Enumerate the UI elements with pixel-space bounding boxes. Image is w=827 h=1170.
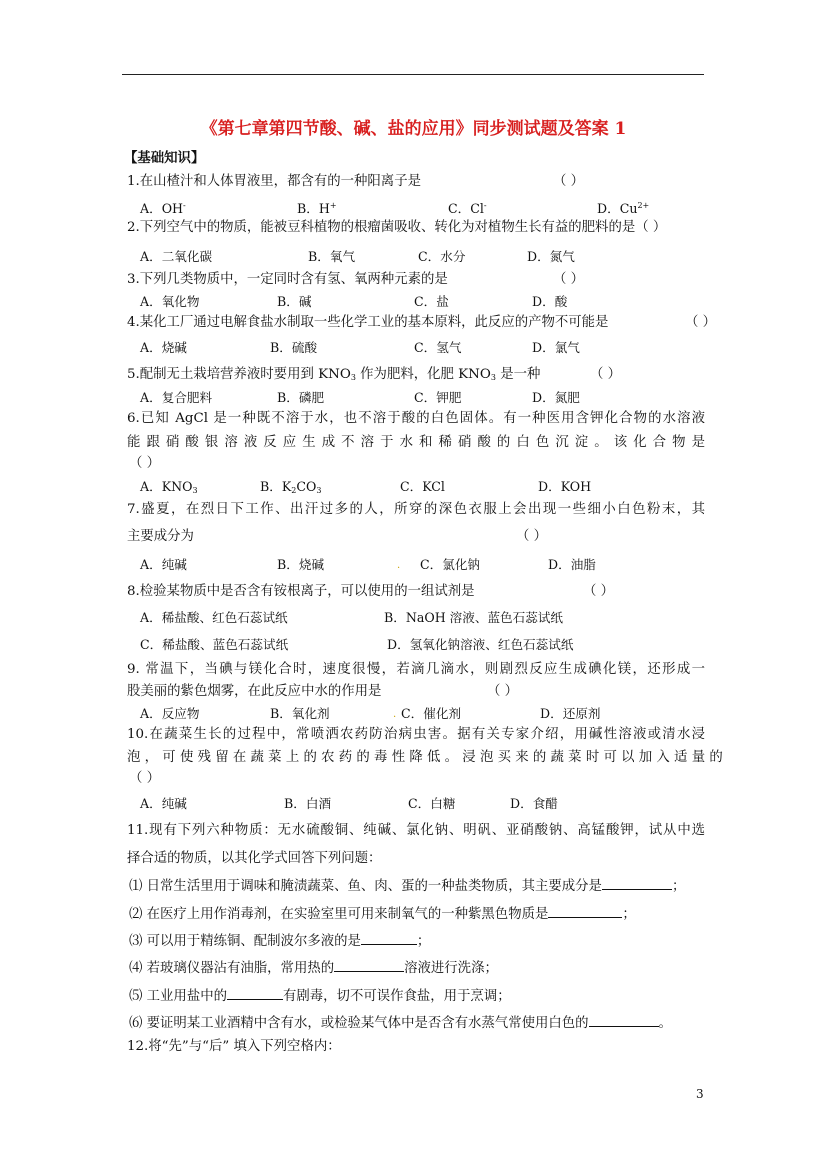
stray-mark: . bbox=[397, 560, 401, 571]
question-4-stem: 4.某化工厂通过电解食盐水制取一些化学工业的基本原料，此反应的产物不可能是 bbox=[127, 315, 609, 330]
question-11-sub-4: ⑷ 若玻璃仪器沾有油脂，常用热的 溶液进行洗涤； bbox=[129, 958, 498, 977]
question-3-option-a: A．氧化物 bbox=[140, 294, 200, 309]
question-11-sub-5: ⑸ 工业用盐中的 有剧毒，切不可误作食盐，用于烹调； bbox=[129, 986, 511, 1005]
answer-blank bbox=[361, 931, 417, 945]
answer-blank bbox=[589, 1013, 659, 1027]
question-3-option-c: C．盐 bbox=[414, 294, 449, 309]
question-6-line-2: 能 跟 硝 酸 银 溶 液 反 应 生 成 不 溶 于 水 和 稀 硝 酸 的 白 色 沉 淀 。 该 化 合 物 是 bbox=[127, 435, 705, 450]
question-5-option-a: A．复合肥料 bbox=[140, 390, 213, 405]
question-1-option-c: C．Cl- bbox=[448, 201, 487, 216]
question-7-line-1: 7.盛夏，在烈日下工作、出汗过多的人，所穿的深色衣服上会出现一些细小白色粉末，其 bbox=[127, 502, 705, 517]
question-12-stem: 12.将“先”与“后” 填入下列空格内： bbox=[127, 1039, 341, 1054]
header-rule bbox=[122, 74, 704, 75]
answer-blank bbox=[548, 904, 622, 918]
question-11-sub-2: ⑵ 在医疗上用作消毒剂，在实验室里可用来制氧气的一种紫黑色物质是 ； bbox=[129, 904, 636, 923]
question-10-line-1: 10.在蔬菜生长的过程中，常喷洒农药防治病虫害。据有关专家介绍，用碱性溶液或清水浸 bbox=[127, 727, 705, 742]
question-6-option-c: C．KCl bbox=[400, 479, 445, 494]
question-11-sub-1: ⑴ 日常生活里用于调味和腌渍蔬菜、鱼、肉、蛋的一种盐类物质，其主要成分是 ； bbox=[129, 876, 685, 895]
question-5-option-d: D．氮肥 bbox=[532, 390, 580, 405]
section-heading: 【基础知识】 bbox=[124, 150, 205, 166]
answer-blank bbox=[602, 876, 672, 890]
question-11-sub-6: ⑹ 要证明某工业酒精中含有水，或检验某气体中是否含有水蒸气常使用白色的 。 bbox=[129, 1013, 672, 1032]
question-1-option-d: D．$Cu^{2+}$ bbox=[597, 201, 650, 216]
question-5-paren: （ ） bbox=[590, 367, 622, 382]
question-4-option-b: B．硫酸 bbox=[270, 340, 318, 355]
question-7-option-a: A．纯碱 bbox=[140, 557, 187, 572]
question-10-line-2: 泡 ， 可 使 残 留 在 蔬 菜 上 的 农 药 的 毒 性 降 低 。 浸 泡 买 来 的 蔬 菜 时 可 以 加 入 适 量 的 bbox=[127, 750, 723, 765]
question-10-option-c: C．白糖 bbox=[408, 796, 456, 811]
stray-mark: . bbox=[393, 709, 397, 720]
question-6-option-a: A．$KNO_3$ bbox=[140, 479, 198, 495]
answer-blank bbox=[227, 986, 283, 1000]
question-8-stem: 8.检验某物质中是否含有铵根离子，可以使用的一组试剂是 bbox=[127, 584, 475, 599]
question-1-option-b: B．H+ bbox=[297, 201, 337, 216]
question-5-stem: 5.配制无土栽培营养液时要用到 $KNO_3$ 作为肥料，化肥 $KNO_3$ 是一种 bbox=[127, 367, 541, 382]
question-7-paren: （ ） bbox=[516, 529, 548, 544]
question-10-option-d: D．食醋 bbox=[510, 796, 558, 811]
question-4-option-a: A．烧碱 bbox=[140, 340, 187, 355]
question-2-option-d: D．氮气 bbox=[527, 249, 575, 264]
question-7-line-2: 主要成分为 bbox=[127, 529, 194, 544]
question-3-option-b: B．碱 bbox=[277, 294, 312, 309]
question-2-option-a: A．二氧化碳 bbox=[140, 249, 213, 264]
question-3-paren: （ ） bbox=[553, 272, 585, 287]
question-7-option-d: D．油脂 bbox=[548, 557, 596, 572]
question-11-sub-3: ⑶ 可以用于精练铜、配制波尔多液的是 ； bbox=[129, 931, 430, 950]
question-10-paren: （ ） bbox=[129, 771, 161, 786]
question-1-option-a: A．OH- bbox=[140, 201, 186, 216]
question-4-option-d: D．氯气 bbox=[532, 340, 580, 355]
question-6-paren: （ ） bbox=[129, 456, 161, 471]
page-title: 《第七章第四节酸、碱、盐的应用》同步测试题及答案 1 bbox=[200, 119, 627, 139]
question-5-option-b: B．磷肥 bbox=[277, 390, 325, 405]
question-8-paren: （ ） bbox=[583, 584, 615, 599]
question-10-option-a: A．纯碱 bbox=[140, 796, 187, 811]
question-4-option-c: C．氢气 bbox=[414, 340, 462, 355]
question-2-option-c: C．水分 bbox=[418, 249, 466, 264]
question-1-paren: （ ） bbox=[553, 174, 585, 189]
question-9-option-d: D．还原剂 bbox=[540, 706, 601, 721]
question-9-line-2: 股美丽的紫色烟雾，在此反应中水的作用是 bbox=[127, 684, 382, 699]
question-10-option-b: B．白酒 bbox=[284, 796, 332, 811]
question-3-option-d: D．酸 bbox=[532, 294, 568, 309]
answer-blank bbox=[334, 958, 404, 972]
question-5-option-c: C．钾肥 bbox=[414, 390, 462, 405]
question-9-option-a: A．反应物 bbox=[140, 706, 200, 721]
question-4-paren: （ ） bbox=[685, 315, 717, 330]
question-1-stem: 1.在山楂汁和人体胃液里，都含有的一种阳离子是 bbox=[127, 174, 421, 189]
page-number: 3 bbox=[696, 1087, 704, 1101]
question-2-stem: 2.下列空气中的物质，能被豆科植物的根瘤菌吸收、转化为对植物生长有益的肥料的是（ ） bbox=[127, 220, 667, 235]
question-9-option-b: B．氧化剂 bbox=[270, 706, 330, 721]
question-7-option-b: B．烧碱 bbox=[277, 557, 325, 572]
question-9-line-1: 9. 常温下，当碘与镁化合时，速度很慢，若滴几滴水，则剧烈反应生成碘化镁，还形成一 bbox=[127, 662, 705, 677]
question-6-option-b: B．$K_2CO_3$ bbox=[260, 479, 322, 495]
question-9-option-c: C．催化剂 bbox=[401, 706, 462, 721]
question-2-option-b: B．氧气 bbox=[308, 249, 356, 264]
question-6-option-d: D．KOH bbox=[538, 479, 592, 494]
question-7-option-c: C．氯化钠 bbox=[420, 557, 481, 572]
question-11-line-1: 11.现有下列六种物质：无水硫酸铜、纯碱、氯化钠、明矾、亚硝酸钠、高锰酸钾，试从中选 bbox=[127, 823, 705, 838]
question-6-line-1: 6.已知 AgCl 是一种既不溶于水，也不溶于酸的白色固体。有一种医用含钾化合物的水溶液 bbox=[127, 411, 705, 426]
question-9-paren: （ ） bbox=[487, 684, 519, 699]
question-8-option-d: D．氢氧化钠溶液、红色石蕊试纸 bbox=[387, 637, 574, 652]
question-8-option-a: A．稀盐酸、红色石蕊试纸 bbox=[140, 610, 288, 625]
question-11-line-2: 择合适的物质，以其化学式回答下列问题： bbox=[127, 851, 382, 866]
question-8-option-c: C．稀盐酸、蓝色石蕊试纸 bbox=[140, 637, 289, 652]
question-8-option-b: B．NaOH 溶液、蓝色石蕊试纸 bbox=[384, 610, 564, 625]
question-3-stem: 3.下列几类物质中，一定同时含有氢、氧两种元素的是 bbox=[127, 272, 448, 287]
